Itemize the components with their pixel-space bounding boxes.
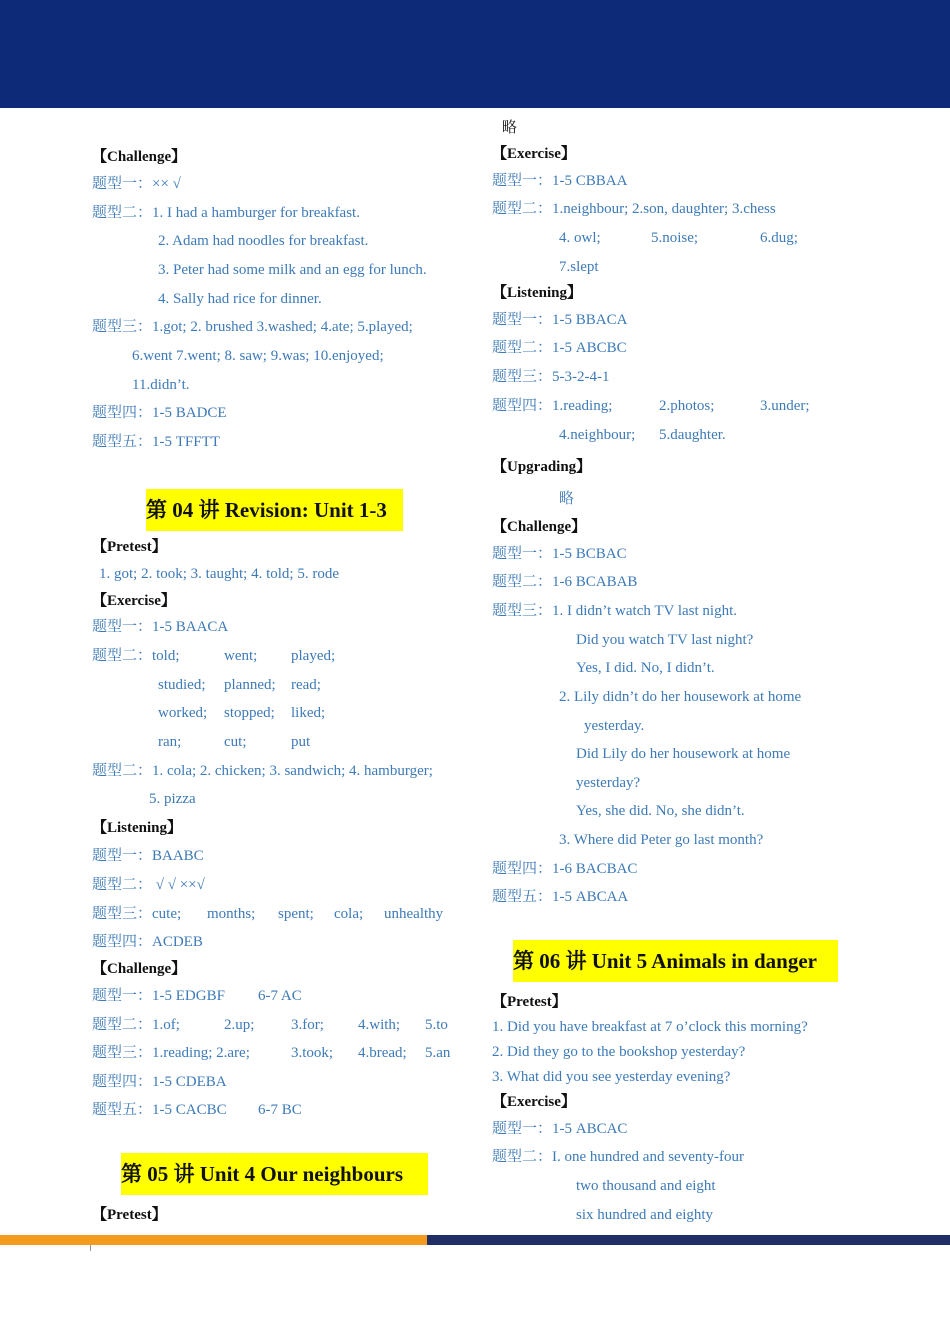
answer-line: 题型一：×× √ [92, 176, 181, 192]
answer-line: 题型四：1-6 BACBAC [492, 861, 638, 877]
section-title-lesson-06: 第 06 讲 Unit 5 Animals in danger [513, 940, 838, 982]
answer-word: went; [224, 648, 258, 664]
answer-line: Did Lily do her housework at home [576, 746, 791, 762]
answer-line: 题型一：1-5 CBBAA [492, 173, 628, 189]
answer-line: two thousand and eight [576, 1178, 716, 1194]
answer-word: cola; [334, 906, 364, 922]
heading-listening: 【Listening】 [92, 820, 183, 836]
answer-line: Yes, I did. No, I didn’t. [576, 660, 715, 676]
answer-line: 题型三：1.got; 2. brushed 3.washed; 4.ate; 5.played; [92, 319, 413, 335]
heading-pretest: 【Pretest】 [92, 1207, 167, 1223]
answer-line: 题型二：1. I had a hamburger for breakfast. [92, 205, 360, 221]
answer-line: 题型五：1-5 CACBC [92, 1102, 227, 1118]
header-banner [0, 0, 950, 108]
answer-line: Did you watch TV last night? [576, 632, 754, 648]
answer-line: 2. Lily didn’t do her housework at home [559, 689, 802, 705]
answer-word: stopped; [224, 705, 275, 721]
answer-word: studied; [158, 677, 206, 693]
heading-pretest: 【Pretest】 [92, 539, 167, 555]
answer-line: 题型一：1-5 EDGBF [92, 988, 225, 1004]
heading-challenge: 【Challenge】 [92, 149, 187, 165]
answer-line: 题型二：1. cola; 2. chicken; 3. sandwich; 4. hamburger; [92, 763, 433, 779]
answer-word: worked; [158, 705, 208, 721]
answer-line: 1. got; 2. took; 3. taught; 4. told; 5. rode [99, 566, 339, 582]
answer-line: 3. Where did Peter go last month? [559, 832, 764, 848]
answer-line: 题型四：1-5 BADCE [92, 405, 227, 421]
answer-word: 2.up; [224, 1017, 255, 1033]
answer-word: 6-7 BC [258, 1102, 302, 1118]
footer-bar-navy [427, 1235, 950, 1245]
answer-word: 4.neighbour; [559, 427, 636, 443]
footer-bar-orange [0, 1235, 427, 1245]
answer-line: yesterday. [584, 718, 645, 734]
answer-word: 5.to [425, 1017, 448, 1033]
answer-line: 题型二： √ √ ××√ [92, 877, 205, 893]
heading-exercise: 【Exercise】 [492, 146, 576, 162]
answer-line: 5. pizza [149, 791, 196, 807]
answer-line: 题型二：I. one hundred and seventy-four [492, 1149, 745, 1165]
answer-word: 2.photos; [659, 398, 715, 414]
heading-pretest: 【Pretest】 [492, 994, 567, 1010]
answer-line: 题型一：1-5 BAACA [92, 619, 229, 635]
answer-line: 题型四：ACDEB [92, 934, 203, 950]
answer-line: 题型三：5-3-2-4-1 [492, 369, 610, 385]
answer-word: 3.took; [291, 1045, 334, 1061]
answer-line: 2. Adam had noodles for breakfast. [158, 233, 369, 249]
answer-word: cut; [224, 734, 247, 750]
answer-line: 题型四：1.reading; [492, 398, 613, 414]
answer-word: 4.with; [358, 1017, 401, 1033]
answer-line: 3. Peter had some milk and an egg for lunch. [158, 262, 427, 278]
answer-line: yesterday? [576, 775, 641, 791]
answer-word: liked; [291, 705, 326, 721]
heading-exercise: 【Exercise】 [92, 593, 176, 609]
answer-word: 6.dug; [760, 230, 798, 246]
answer-line: 6.went 7.went; 8. saw; 9.was; 10.enjoyed; [132, 348, 384, 364]
answer-line: 题型三：cute; [92, 906, 182, 922]
answer-word: months; [207, 906, 256, 922]
footer-tick [90, 1245, 91, 1251]
answer-line: 3. What did you see yesterday evening? [492, 1069, 731, 1085]
answer-line: 1. Did you have breakfast at 7 o’clock this morning? [492, 1019, 808, 1035]
answer-word: 5.noise; [651, 230, 699, 246]
heading-challenge: 【Challenge】 [492, 519, 587, 535]
answer-line: 题型三：1.reading; 2.are; [92, 1045, 250, 1061]
answer-word: planned; [224, 677, 276, 693]
answer-line: 11.didn’t. [132, 377, 190, 393]
answer-word: 4.bread; [358, 1045, 407, 1061]
answer-line: 题型二：1-6 BCABAB [492, 574, 638, 590]
heading-exercise: 【Exercise】 [492, 1094, 576, 1110]
omitted-note: 略 [559, 491, 575, 507]
answer-word: spent; [278, 906, 314, 922]
answer-line: 题型一：1-5 BCBAC [492, 546, 627, 562]
answer-line: six hundred and eighty [576, 1207, 714, 1223]
answer-line: 题型四：1-5 CDEBA [92, 1074, 227, 1090]
answer-word: 3.under; [760, 398, 810, 414]
answer-line: 题型二：told; [92, 648, 180, 664]
heading-listening: 【Listening】 [492, 285, 583, 301]
heading-challenge: 【Challenge】 [92, 961, 187, 977]
answer-line: Yes, she did. No, she didn’t. [576, 803, 745, 819]
section-title-lesson-04: 第 04 讲 Revision: Unit 1-3 [146, 489, 403, 531]
answer-word: 6-7 AC [258, 988, 302, 1004]
answer-line: 题型一：1-5 BBACA [492, 312, 628, 328]
answer-line: 题型二：1.neighbour; 2.son, daughter; 3.chess [492, 201, 776, 217]
answer-word: 3.for; [291, 1017, 324, 1033]
answer-line: 7.slept [559, 259, 599, 275]
section-title-lesson-05: 第 05 讲 Unit 4 Our neighbours [121, 1153, 428, 1195]
answer-word: 5.an [425, 1045, 451, 1061]
answer-word: played; [291, 648, 336, 664]
answer-line: 题型二：1.of; [92, 1017, 180, 1033]
answer-word: ran; [158, 734, 182, 750]
answer-line: 题型二：1-5 ABCBC [492, 340, 627, 356]
answer-word: 4. owl; [559, 230, 601, 246]
answer-line: 题型三：1. I didn’t watch TV last night. [492, 603, 737, 619]
answer-word: 5.daughter. [659, 427, 726, 443]
heading-upgrading: 【Upgrading】 [492, 459, 592, 475]
answer-line: 4. Sally had rice for dinner. [158, 291, 322, 307]
answer-line: 题型五：1-5 ABCAA [492, 889, 629, 905]
answer-line: 题型一：1-5 ABCAC [492, 1121, 628, 1137]
answer-line: 题型五：1-5 TFFTT [92, 434, 220, 450]
answer-line: 题型一：BAABC [92, 848, 204, 864]
answer-word: unhealthy [384, 906, 444, 922]
answer-word: read; [291, 677, 321, 693]
answer-line: 2. Did they go to the bookshop yesterday? [492, 1044, 746, 1060]
omitted-note: 略 [502, 120, 518, 136]
answer-word: put [291, 734, 311, 750]
